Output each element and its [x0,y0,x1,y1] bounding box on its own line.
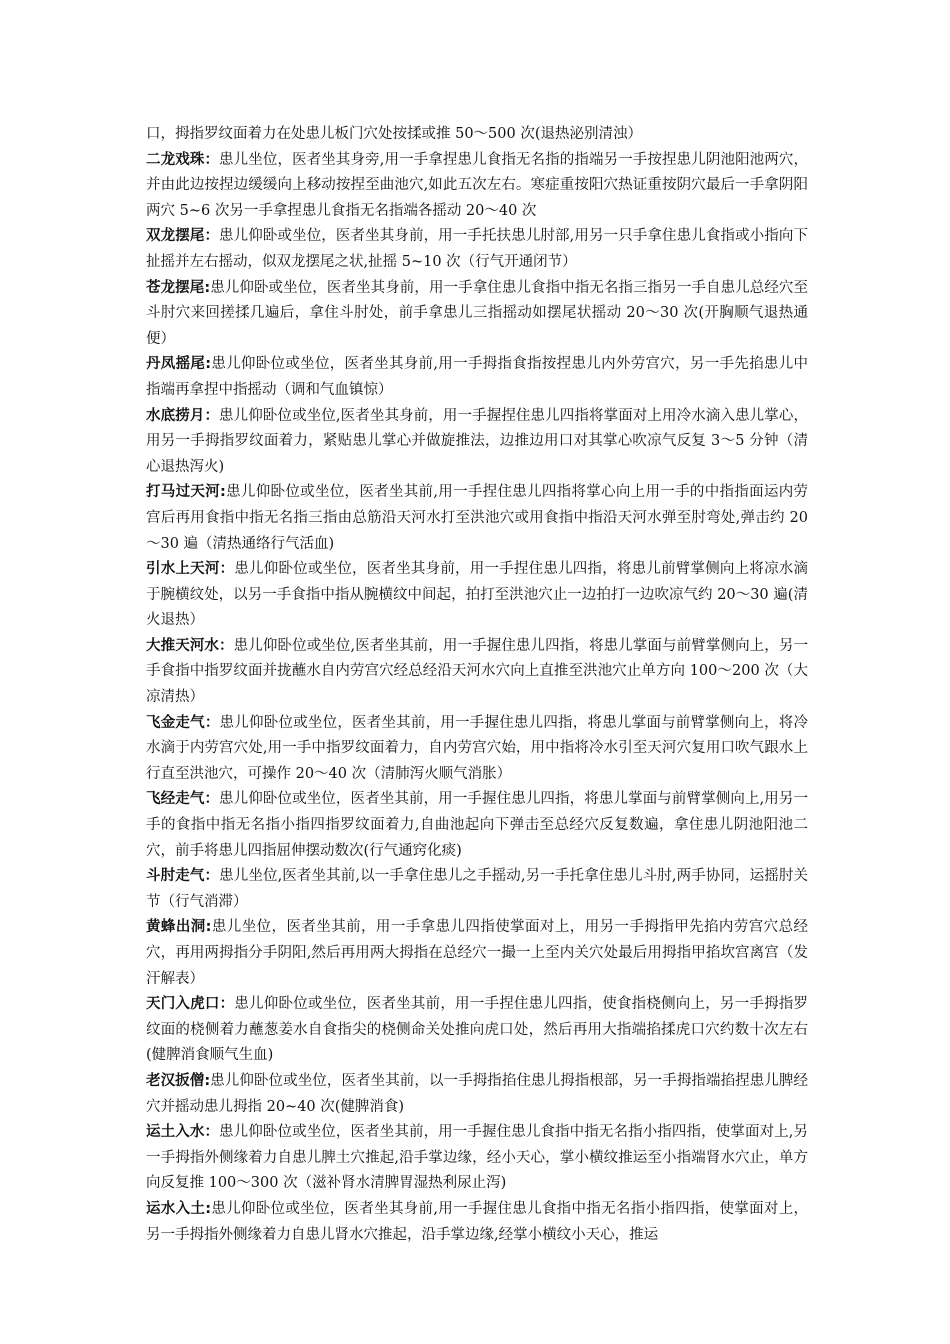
technique-name: 水底捞月 [146,407,205,424]
technique-name: 丹凤摇尾 [146,356,206,373]
technique-name: 双龙摆尾 [146,228,205,245]
technique-description: 患儿仰卧位或坐位，医者坐其前，用一手握住患儿四指，将患儿掌面与前臂掌侧向上,用另一手的食指中指无名指小指四指罗纹面着力,自曲池起向下弹击至总经穴反复数遍，拿住患儿阴池阳池二穴，前手将患儿四指屈伸摆动数次(行气通窍化痰) [146,791,808,859]
technique-separator: ： [204,228,220,245]
technique-list [146,148,808,1249]
technique-description: 患儿坐位,医者坐其前,以一手拿住患儿之手摇动,另一手托拿住患儿斗肘,两手协同，运摇肘关节（行气消滞） [146,868,809,910]
technique-name: 苍龙摆尾 [146,279,205,296]
technique-separator: : [205,356,212,373]
technique-description: 患儿仰卧位或坐位，医者坐其前，用一手握住患儿食指中指无名指小指四指，使掌面对上,另一手拇指外侧缘着力自患儿脾土穴推起,沿手掌边缘，经小天心，掌小横纹推运至小指端肾水穴止，单方向反复推 100～300 次（滋补肾水清脾胃湿热利尿止泻) [146,1124,808,1192]
technique-entry [146,1197,808,1248]
technique-separator: : [204,279,211,296]
technique-entry [146,352,808,403]
technique-separator: ： [219,561,235,578]
technique-description: 患儿仰卧位或坐位，医者坐其身前,用一手拇指食指按捏患儿内外劳宫穴，另一手先掐患儿中指端再拿捏中指摇动（调和气血镇惊） [146,356,809,398]
technique-description: 患儿仰卧位或坐位，医者坐其身前,用一手握住患儿食指中指无名指小指四指，使掌面对上，另一手拇指外侧缘着力自患儿肾水穴推起，沿手掌边缘,经掌小横纹小天心，推运 [146,1200,809,1243]
technique-entry [146,1120,808,1197]
technique-description: 患儿坐位，医者坐其身旁,用一手拿捏患儿食指无名指的指端另一手按捏患儿阴池阳池两穴，并由此边按捏边缓缓向上移动按捏至曲池穴,如此五次左右。寒症重按阳穴热证重按阴穴最后一手拿阴阳两穴 5~6 次另一手拿捏患儿食指无名指端各摇动 20～40 次 [146,151,808,219]
technique-description: 患儿仰卧位或坐位，医者坐其前，用一手捏住患儿四指，使食指桡侧向上，另一手拇指罗纹面的桡侧着力蘸葱姜水自食指尖的桡侧命关处推向虎口处，然后再用大指端掐揉虎口穴约数十次左右(健脾消食顺气生血) [146,996,809,1064]
technique-separator: ： [204,714,220,731]
technique-entry [146,787,808,864]
technique-entry [146,480,808,557]
technique-separator: ： [204,151,220,168]
document-page [146,122,808,1248]
technique-name: 运土入水 [146,1124,205,1141]
technique-entry [146,711,808,788]
technique-name: 引水上天河 [146,561,220,578]
technique-name: 黄蜂出洞 [146,919,206,936]
technique-entry [146,992,808,1069]
technique-description: 患儿仰卧位或坐位,医者坐其身前，用一手握捏住患儿四指将掌面对上用冷水滴入患儿掌心，用另一手拇指罗纹面着力，紧贴患儿掌心并做旋推法，边推边用口对其掌心吹凉气反复 3～5 分钟（清心退热泻火) [146,407,808,475]
technique-entry [146,224,808,275]
technique-description: 患儿仰卧位或坐位，医者坐其身前，用一手捏住患儿四指，将患儿前臂掌侧向上将凉水滴于腕横纹处，以另一手食指中指从腕横纹中间起，拍打至洪池穴止一边拍打一边吹凉气约 20～30 遍(清火退热） [146,561,809,629]
technique-description: 患儿仰卧位或坐位，医者坐其前，用一手握住患儿四指，将患儿掌面与前臂掌侧向上，将冷水滴于内劳宫穴处,用一手中指罗纹面着力，自内劳宫穴始，用中指将冷水引至天河穴复用口吹气跟水上行直至洪池穴，可操作 20～40 次（清肺泻火顺气消胀） [146,714,809,782]
technique-name: 飞经走气 [146,791,205,808]
technique-entry [146,634,808,711]
intro-paragraph: 口，拇指罗纹面着力在处患儿板门穴处按揉或推 50～500 次(退热泌别清浊） [146,126,642,142]
technique-entry [146,915,808,992]
technique-entry [146,276,808,353]
technique-name: 二龙戏珠 [146,151,205,168]
technique-description: 患儿仰卧或坐位，医者坐其身前，用一手拿住患儿食指中指无名指三指另一手自患儿总经穴至斗肘穴来回搓揉几遍后，拿住斗肘处，前手拿患儿三指摇动如摆尾状摇动 20～30 次(开胸顺气退热通便） [146,279,808,347]
technique-entry [146,864,808,915]
technique-description: 患儿仰卧位或坐位,医者坐其前，用一手握住患儿四指，将患儿掌面与前臂掌侧向上，另一手食指中指罗纹面并拢蘸水自内劳宫穴经总经沿天河水穴向上直推至洪池穴止单方向 100～200 次（大凉清热） [146,637,809,706]
technique-separator: ： [204,407,220,424]
technique-description: 患儿坐位，医者坐其前，用一手拿患儿四指使掌面对上，用另一手拇指甲先掐内劳宫穴总经穴，再用两拇指分手阴阳,然后再用两大拇指在总经穴一撮一上至内关穴处最后用拇指甲掐坎宫离宫（发汗解表） [146,919,808,987]
technique-name: 斗肘走气 [146,868,205,885]
technique-separator: ： [204,1124,220,1141]
technique-entry [146,148,808,225]
technique-separator: ： [219,996,235,1013]
technique-entry [146,557,808,634]
technique-name: 运水入土 [146,1200,206,1217]
technique-name: 天门入虎口 [146,996,220,1013]
technique-separator: : [220,484,226,501]
technique-description: 患儿仰卧位或坐位，医者坐其前,用一手捏住患儿四指将掌心向上用一手的中指指面运内劳宫后再用食指中指无名指三指由总筋沿天河水打至洪池穴或用食指中指沿天河水弹至肘弯处,弹击约 20～30 遍（清热通络行气活血) [146,484,809,552]
technique-separator: ： [204,791,220,808]
technique-description: 患儿仰卧或坐位，医者坐其身前，用一手托扶患儿肘部,用另一只手拿住患儿食指或小指向下扯摇并左右摇动，似双龙摆尾之状,扯摇 5~10 次（行气开通闭节） [146,228,808,270]
technique-name: 老汉扳僧 [146,1072,205,1089]
technique-separator: : [205,919,212,936]
technique-separator: ： [219,637,234,654]
technique-entry [146,1069,808,1120]
technique-entry [146,404,808,481]
technique-name: 飞金走气 [146,714,205,731]
technique-separator: ： [204,868,220,885]
technique-name: 打马过天河 [146,484,221,501]
technique-description: 患儿仰卧位或坐位，医者坐其前，以一手拇指掐住患儿拇指根部，另一手拇指端掐捏患儿脾经穴并摇动患儿拇指 20~40 次(健脾消食) [146,1072,808,1115]
technique-name: 大推天河水 [146,637,220,654]
technique-separator: : [204,1072,211,1089]
technique-separator: : [205,1200,212,1217]
